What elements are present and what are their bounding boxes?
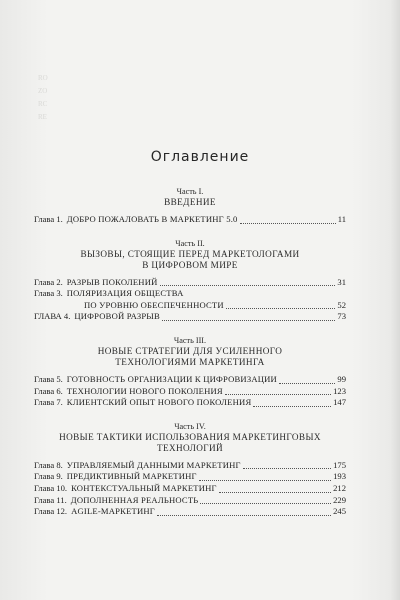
entry-text	[34, 397, 251, 409]
toc-entry[interactable]	[34, 374, 346, 386]
chapter-number: Глава 12.	[34, 506, 68, 517]
page-number: 52	[337, 299, 346, 310]
dot-leader	[200, 502, 331, 504]
toc-entry[interactable]	[34, 397, 346, 409]
toc-part-section	[34, 186, 346, 226]
entry-text	[34, 460, 241, 472]
part-number: Часть I.	[176, 187, 204, 196]
entry-text	[34, 300, 224, 312]
entry-text	[34, 288, 184, 300]
dot-leader	[160, 284, 336, 286]
page-number: 73	[337, 311, 346, 322]
entry-text	[34, 471, 197, 483]
part-title-block	[34, 249, 346, 271]
part-number: Часть II.	[175, 238, 205, 248]
chapter-title: ТЕХНОЛОГИИ НОВОГО ПОКОЛЕНИЯ	[66, 385, 223, 396]
bleed-through-text	[38, 72, 48, 124]
chapter-title: AGILE-МАРКЕТИНГ	[71, 506, 155, 517]
chapter-title: ПОЛЯРИЗАЦИЯ ОБЩЕСТВА	[66, 288, 184, 299]
table-of-contents	[34, 186, 346, 530]
chapter-number: Глава 9.	[34, 471, 63, 482]
dot-leader	[157, 514, 331, 516]
toc-entry[interactable]	[34, 506, 346, 518]
entry-text	[34, 311, 160, 323]
chapter-number: Глава 1.	[34, 214, 63, 224]
chapter-title: ДОПОЛНЕННАЯ РЕАЛЬНОСТЬ	[70, 494, 199, 505]
dot-leader	[243, 467, 331, 469]
part-title-line: ТЕХНОЛОГИЙ	[156, 442, 224, 453]
part-title-block	[34, 432, 346, 454]
entry-text	[34, 483, 217, 495]
toc-entry[interactable]	[34, 277, 346, 289]
page-number: 229	[333, 494, 346, 505]
entry-text	[34, 386, 223, 398]
entry-text	[34, 374, 277, 386]
part-title-line: ВЫЗОВЫ, СТОЯЩИЕ ПЕРЕД МАРКЕТОЛОГАМИ	[80, 248, 300, 259]
dot-leader	[162, 319, 335, 321]
chapter-number: Глава 6.	[34, 385, 63, 396]
chapter-title: ГОТОВНОСТЬ ОРГАНИЗАЦИИ К ЦИФРОВИЗАЦИИ	[66, 373, 277, 384]
entry-text	[34, 506, 155, 518]
ghost-line: RE	[38, 113, 47, 121]
entry-text	[34, 277, 158, 289]
toc-entry[interactable]	[34, 214, 346, 226]
page-number: 99	[337, 373, 346, 384]
dot-leader	[219, 491, 331, 493]
chapter-title: КЛИЕНТСКИЙ ОПЫТ НОВОГО ПОКОЛЕНИЯ	[66, 397, 252, 408]
part-title-line: ВВЕДЕНИЕ	[164, 197, 216, 207]
toc-entry[interactable]	[34, 495, 346, 507]
toc-part-section	[34, 335, 346, 409]
part-number: Часть III.	[173, 335, 207, 345]
chapter-title: УПРАВЛЯЕМЫЙ ДАННЫМИ МАРКЕТИНГ	[66, 459, 241, 470]
chapter-title: РАЗРЫВ ПОКОЛЕНИЙ	[66, 276, 158, 287]
entry-text	[34, 214, 238, 226]
chapter-number: Глава 8.	[34, 459, 63, 470]
chapter-number: Глава 11.	[34, 494, 67, 505]
page-edge-shadow	[390, 0, 400, 600]
toc-part-section	[34, 238, 346, 323]
toc-entry[interactable]	[34, 288, 346, 300]
chapter-title: ПО УРОВНЮ ОБЕСПЕЧЕННОСТИ	[84, 299, 224, 310]
part-title-line: В ЦИФРОВОМ МИРЕ	[142, 259, 238, 270]
ghost-line: RC	[38, 100, 48, 108]
page-number: 31	[337, 276, 346, 287]
chapter-number: Глава 3.	[34, 288, 63, 299]
ghost-line: RO	[38, 74, 48, 82]
dot-leader	[199, 479, 331, 481]
toc-entry[interactable]	[34, 300, 346, 312]
toc-part-section	[34, 421, 346, 518]
page-number: 175	[333, 459, 346, 470]
toc-entry[interactable]	[34, 311, 346, 323]
page-number: 245	[333, 506, 346, 517]
dot-leader	[226, 307, 336, 309]
toc-entry[interactable]	[34, 460, 346, 472]
part-title-line: НОВЫЕ ТАКТИКИ ИСПОЛЬЗОВАНИЯ МАРКЕТИНГОВЫХ	[59, 431, 321, 442]
page-number: 123	[333, 385, 346, 396]
chapter-title: ДОБРО ПОЖАЛОВАТЬ В МАРКЕТИНГ 5.0	[66, 214, 238, 224]
page-number: 212	[333, 482, 346, 493]
chapter-number: ГЛАВА 4.	[34, 311, 71, 322]
dot-leader	[253, 405, 331, 407]
part-title-block	[34, 197, 346, 208]
part-title-line: ТЕХНОЛОГИЯМИ МАРКЕТИНГА	[115, 356, 265, 367]
dot-leader	[225, 393, 331, 395]
chapter-title: ПРЕДИКТИВНЫЙ МАРКЕТИНГ	[66, 471, 197, 482]
toc-entry[interactable]	[34, 471, 346, 483]
toc-entry[interactable]	[34, 386, 346, 398]
chapter-number: Глава 10.	[34, 482, 68, 493]
chapter-number: Глава 2.	[34, 276, 63, 287]
part-title-line: НОВЫЕ СТРАТЕГИИ ДЛЯ УСИЛЕННОГО	[97, 345, 283, 356]
toc-heading: Оглавление	[150, 149, 250, 165]
page-number: 11	[337, 214, 346, 224]
dot-leader	[279, 382, 335, 384]
entry-text	[34, 495, 198, 507]
toc-entry[interactable]	[34, 483, 346, 495]
chapter-title: КОНТЕКСТУАЛЬНЫЙ МАРКЕТИНГ	[71, 482, 217, 493]
part-title-block	[34, 346, 346, 368]
chapter-title: ЦИФРОВОЙ РАЗРЫВ	[74, 311, 160, 322]
page-number: 193	[333, 471, 346, 482]
ghost-line: ZO	[38, 87, 48, 95]
chapter-number: Глава 5.	[34, 373, 63, 384]
dot-leader	[240, 222, 336, 224]
part-number: Часть IV.	[174, 421, 206, 431]
page-number: 147	[333, 397, 346, 408]
chapter-number: Глава 7.	[34, 397, 63, 408]
